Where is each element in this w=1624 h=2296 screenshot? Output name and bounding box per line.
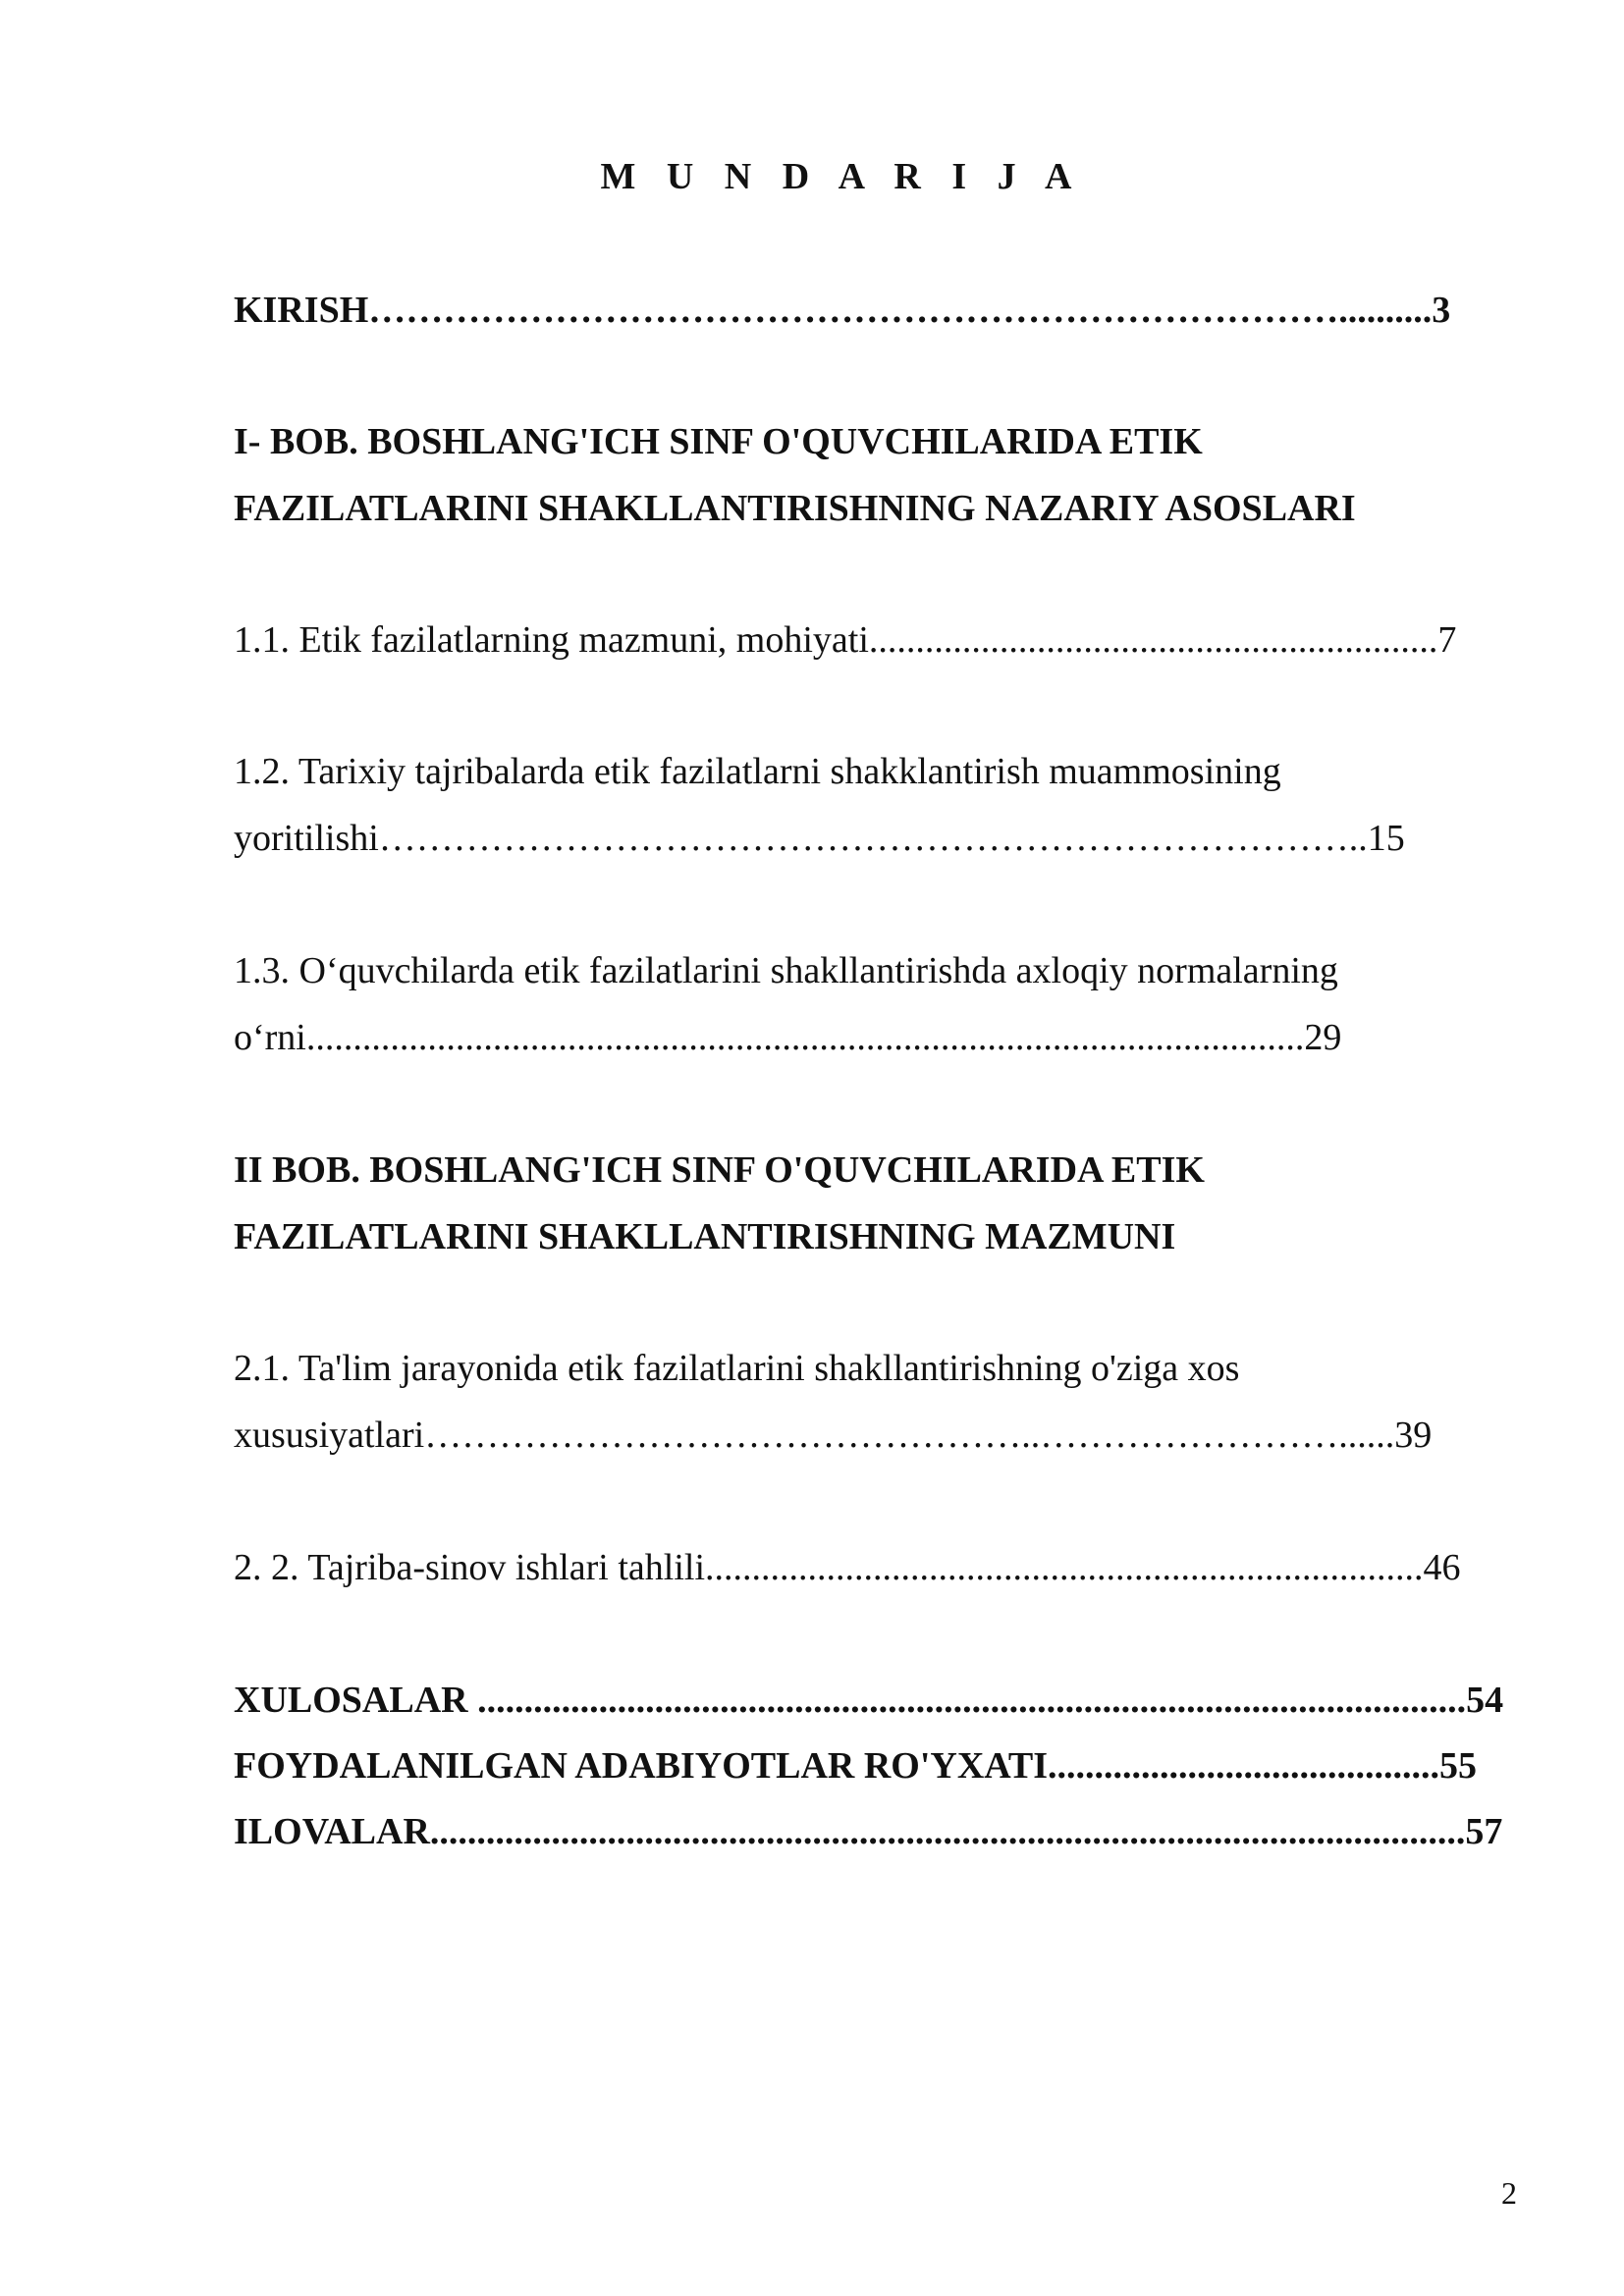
toc-entry-2-1-line-1: 2.1. Ta'lim jarayonida etik fazilatlarini shakllantirishning o'ziga xos: [234, 1348, 1240, 1389]
page-number: 2: [1501, 2175, 1517, 2211]
toc-entry-1-3-line-2: o‘rni...........................................................................................................29: [234, 1017, 1342, 1058]
page-title: M U N D A R I J A: [600, 156, 1083, 197]
toc-entry-1-3-line-1: 1.3. O‘quvchilarda etik fazilatlarini shakllantirishda axloqiy normalarning: [234, 950, 1338, 991]
toc-entry-2-2: 2. 2. Tajriba-sinov ishlari tahlili.............................................................................46: [234, 1547, 1461, 1588]
toc-entry-2-1-line-2: xususiyatlari…………………………………………..……………………......39: [234, 1415, 1433, 1456]
toc-entry-adabiyotlar: FOYDALANILGAN ADABIYOTLAR RO'YXATI..........................................55: [234, 1745, 1478, 1787]
toc-entry-1-2-line-2: yoritilishi……………………………………………………………………..15: [234, 818, 1405, 859]
toc-entry-kirish: KIRISH……………………………………………………………………..........3: [234, 290, 1451, 331]
chapter-1-heading-line-2: FAZILATLARINI SHAKLLANTIRISHNING NAZARIY ASOSLARI: [234, 488, 1356, 529]
chapter-1-heading-line-1: I- BOB. BOSHLANG'ICH SINF O'QUVCHILARIDA ETIK: [234, 421, 1203, 462]
toc-entry-1-2-line-1: 1.2. Tarixiy tajribalarda etik fazilatlarni shakklantirish muammosining: [234, 751, 1281, 792]
toc-entry-xulosalar: XULOSALAR ..........................................................................................................54: [234, 1680, 1504, 1721]
toc-entry-ilovalar: ILOVALAR...............................................................................................................57: [234, 1811, 1503, 1852]
chapter-2-heading-line-1: II BOB. BOSHLANG'ICH SINF O'QUVCHILARIDA ETIK: [234, 1149, 1205, 1191]
chapter-2-heading-line-2: FAZILATLARINI SHAKLLANTIRISHNING MAZMUNI: [234, 1216, 1176, 1257]
toc-entry-1-1: 1.1. Etik fazilatlarning mazmuni, mohiyati.............................................................7: [234, 619, 1457, 661]
